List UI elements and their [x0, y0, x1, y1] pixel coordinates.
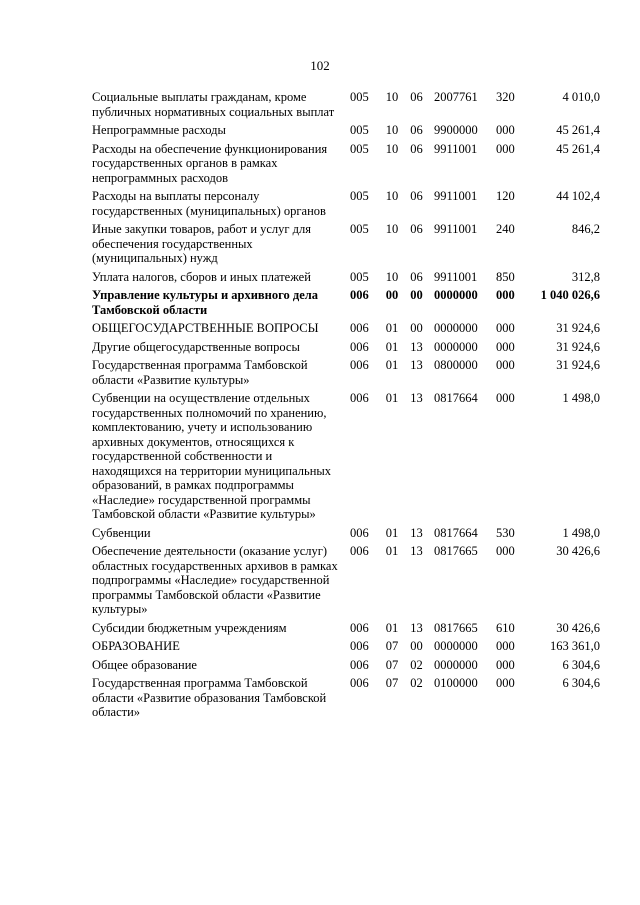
- row-section-code: 01: [385, 339, 399, 354]
- row-subsection-code: 13: [410, 391, 423, 405]
- row-subsection-code: 06: [410, 123, 423, 137]
- row-name: Иные закупки товаров, работ и услуг для обеспечения государственных (муниципальных) нужд: [92, 222, 312, 265]
- row-section-code: 10: [385, 269, 399, 284]
- table-row: [92, 321, 600, 340]
- row-subsection-code: 13: [410, 544, 423, 558]
- row-amount: 4 010,0: [562, 90, 600, 104]
- row-expense-type-code: 000: [496, 358, 515, 372]
- row-section-code: 01: [385, 391, 399, 405]
- table-row: [92, 658, 600, 677]
- table-row: [92, 222, 600, 270]
- row-ministry-code: 006: [350, 676, 369, 690]
- row-target-code: 0800000: [434, 358, 478, 372]
- row-expense-type-code: 000: [496, 657, 515, 672]
- row-amount: 1 040 026,6: [540, 288, 600, 302]
- row-ministry-code: 006: [350, 544, 369, 558]
- row-ministry-code: 005: [350, 123, 369, 137]
- row-ministry-code: 006: [350, 391, 369, 405]
- row-amount: 6 304,6: [562, 676, 600, 690]
- budget-table: [92, 90, 600, 724]
- row-ministry-code: 006: [350, 321, 369, 335]
- row-section-code: 10: [385, 189, 399, 203]
- row-target-code: 0817665: [434, 620, 478, 635]
- row-subsection-code: 00: [410, 321, 423, 335]
- row-name: Другие общегосударственные вопросы: [92, 339, 300, 354]
- row-amount: 1 498,0: [562, 525, 600, 540]
- row-section-code: 10: [385, 222, 399, 236]
- row-expense-type-code: 000: [496, 391, 515, 405]
- row-subsection-code: 06: [410, 269, 423, 284]
- row-ministry-code: 005: [350, 189, 369, 203]
- row-section-code: 00: [385, 288, 399, 302]
- row-section-code: 07: [385, 676, 399, 690]
- row-amount: 31 924,6: [556, 321, 600, 335]
- row-target-code: 0000000: [434, 321, 478, 335]
- row-ministry-code: 005: [350, 222, 369, 236]
- row-target-code: 9900000: [434, 123, 478, 137]
- row-amount: 6 304,6: [562, 657, 600, 672]
- row-name: Субвенции на осуществление отдельных государственных полномочий по хранению, комплектованию, учету и использованию архивных документов, относящихся к государственной собственности и находящихся на территории муниципальных образований, в рамках подпрограммы «Наследие» государственной программы Тамбовской области «Развитие культуры»: [92, 391, 332, 521]
- row-section-code: 01: [385, 620, 399, 635]
- row-amount: 30 426,6: [556, 620, 600, 635]
- row-amount: 846,2: [571, 222, 600, 236]
- row-subsection-code: 13: [410, 620, 423, 635]
- row-expense-type-code: 850: [496, 269, 515, 284]
- table-row: [92, 621, 600, 640]
- row-subsection-code: 00: [410, 639, 423, 653]
- row-expense-type-code: 120: [496, 189, 515, 203]
- table-row: [92, 142, 600, 190]
- row-name: Субвенции: [92, 525, 151, 540]
- row-ministry-code: 006: [350, 288, 369, 302]
- row-ministry-code: 005: [350, 269, 369, 284]
- row-name: Общее образование: [92, 657, 197, 672]
- row-name: ОБРАЗОВАНИЕ: [92, 639, 180, 653]
- row-name: Расходы на выплаты персоналу государственных (муниципальных) органов: [92, 189, 326, 218]
- row-amount: 312,8: [571, 269, 600, 284]
- row-target-code: 0817664: [434, 391, 478, 405]
- row-expense-type-code: 000: [496, 339, 515, 354]
- row-amount: 1 498,0: [562, 391, 600, 405]
- row-ministry-code: 006: [350, 358, 369, 372]
- row-expense-type-code: 000: [496, 288, 515, 302]
- row-name: Управление культуры и архивного дела Тамбовской области: [92, 288, 319, 317]
- row-expense-type-code: 000: [496, 123, 515, 137]
- table-row: [92, 676, 600, 724]
- row-ministry-code: 006: [350, 339, 369, 354]
- row-expense-type-code: 000: [496, 676, 515, 690]
- row-amount: 31 924,6: [556, 358, 600, 372]
- table-row: [92, 358, 600, 391]
- row-name: Государственная программа Тамбовской области «Развитие образования Тамбовской области»: [92, 676, 327, 719]
- row-section-code: 10: [385, 123, 399, 137]
- row-target-code: 0000000: [434, 657, 478, 672]
- row-expense-type-code: 000: [496, 321, 515, 335]
- row-target-code: 9911001: [434, 141, 478, 156]
- row-section-code: 01: [385, 358, 399, 372]
- table-row: [92, 544, 600, 621]
- table-row: [92, 639, 600, 658]
- row-subsection-code: 06: [410, 141, 423, 156]
- row-section-code: 07: [385, 639, 399, 653]
- row-section-code: 01: [385, 525, 399, 540]
- row-target-code: 9911001: [434, 222, 478, 236]
- row-subsection-code: 06: [410, 222, 423, 236]
- row-amount: 45 261,4: [556, 123, 600, 137]
- row-target-code: 9911001: [434, 269, 478, 284]
- table-row: [92, 270, 600, 289]
- row-section-code: 10: [385, 90, 399, 104]
- row-name: Расходы на обеспечение функционирования государственных органов в рамках непрограммных расходов: [92, 141, 328, 185]
- row-target-code: 0000000: [434, 339, 478, 354]
- row-section-code: 01: [385, 544, 399, 558]
- row-section-code: 01: [385, 321, 399, 335]
- row-target-code: 2007761: [434, 90, 478, 104]
- table-row: [92, 90, 600, 123]
- row-subsection-code: 06: [410, 90, 423, 104]
- row-target-code: 0000000: [434, 288, 478, 302]
- row-name: Обеспечение деятельности (оказание услуг) областных государственных архивов в рамках подпрограммы «Наследие» государственной программы Тамбовской области «Развитие культуры»: [92, 544, 338, 616]
- row-expense-type-code: 000: [496, 141, 515, 156]
- row-target-code: 0817665: [434, 544, 478, 558]
- row-target-code: 0100000: [434, 676, 478, 690]
- row-subsection-code: 00: [410, 288, 423, 302]
- row-target-code: 0000000: [434, 639, 478, 653]
- budget-table-body: [92, 90, 600, 724]
- row-name: Государственная программа Тамбовской области «Развитие культуры»: [92, 358, 308, 387]
- row-amount: 30 426,6: [556, 544, 600, 558]
- table-row: [92, 123, 600, 142]
- row-amount: 31 924,6: [556, 339, 600, 354]
- row-expense-type-code: 000: [496, 544, 515, 558]
- table-row: [92, 288, 600, 321]
- row-ministry-code: 006: [350, 657, 369, 672]
- row-subsection-code: 13: [410, 358, 423, 372]
- row-name: Уплата налогов, сборов и иных платежей: [92, 269, 311, 284]
- row-ministry-code: 006: [350, 620, 369, 635]
- row-subsection-code: 13: [410, 339, 423, 354]
- row-expense-type-code: 000: [496, 639, 515, 653]
- table-row: [92, 526, 600, 545]
- row-target-code: 0817664: [434, 525, 478, 540]
- row-target-code: 9911001: [434, 189, 478, 203]
- table-row: [92, 189, 600, 222]
- row-name: Субсидии бюджетным учреждениям: [92, 620, 287, 635]
- row-amount: 163 361,0: [550, 639, 600, 653]
- row-amount: 44 102,4: [556, 189, 600, 203]
- row-name: ОБЩЕГОСУДАРСТВЕННЫЕ ВОПРОСЫ: [92, 321, 319, 335]
- row-expense-type-code: 610: [496, 620, 515, 635]
- row-name: Социальные выплаты гражданам, кроме публичных нормативных социальных выплат: [92, 90, 335, 119]
- row-section-code: 10: [385, 141, 399, 156]
- row-ministry-code: 006: [350, 525, 369, 540]
- row-ministry-code: 006: [350, 639, 369, 653]
- row-ministry-code: 005: [350, 141, 369, 156]
- row-name: Непрограммные расходы: [92, 123, 226, 137]
- row-subsection-code: 02: [410, 676, 423, 690]
- table-row: [92, 340, 600, 359]
- row-amount: 45 261,4: [556, 141, 600, 156]
- row-expense-type-code: 320: [496, 90, 515, 104]
- table-row: [92, 391, 600, 526]
- row-subsection-code: 13: [410, 525, 423, 540]
- row-subsection-code: 06: [410, 189, 423, 203]
- row-expense-type-code: 240: [496, 222, 515, 236]
- page-number: 102: [310, 58, 330, 73]
- row-ministry-code: 005: [350, 90, 369, 104]
- row-subsection-code: 02: [410, 657, 423, 672]
- row-section-code: 07: [385, 657, 399, 672]
- row-expense-type-code: 530: [496, 525, 515, 540]
